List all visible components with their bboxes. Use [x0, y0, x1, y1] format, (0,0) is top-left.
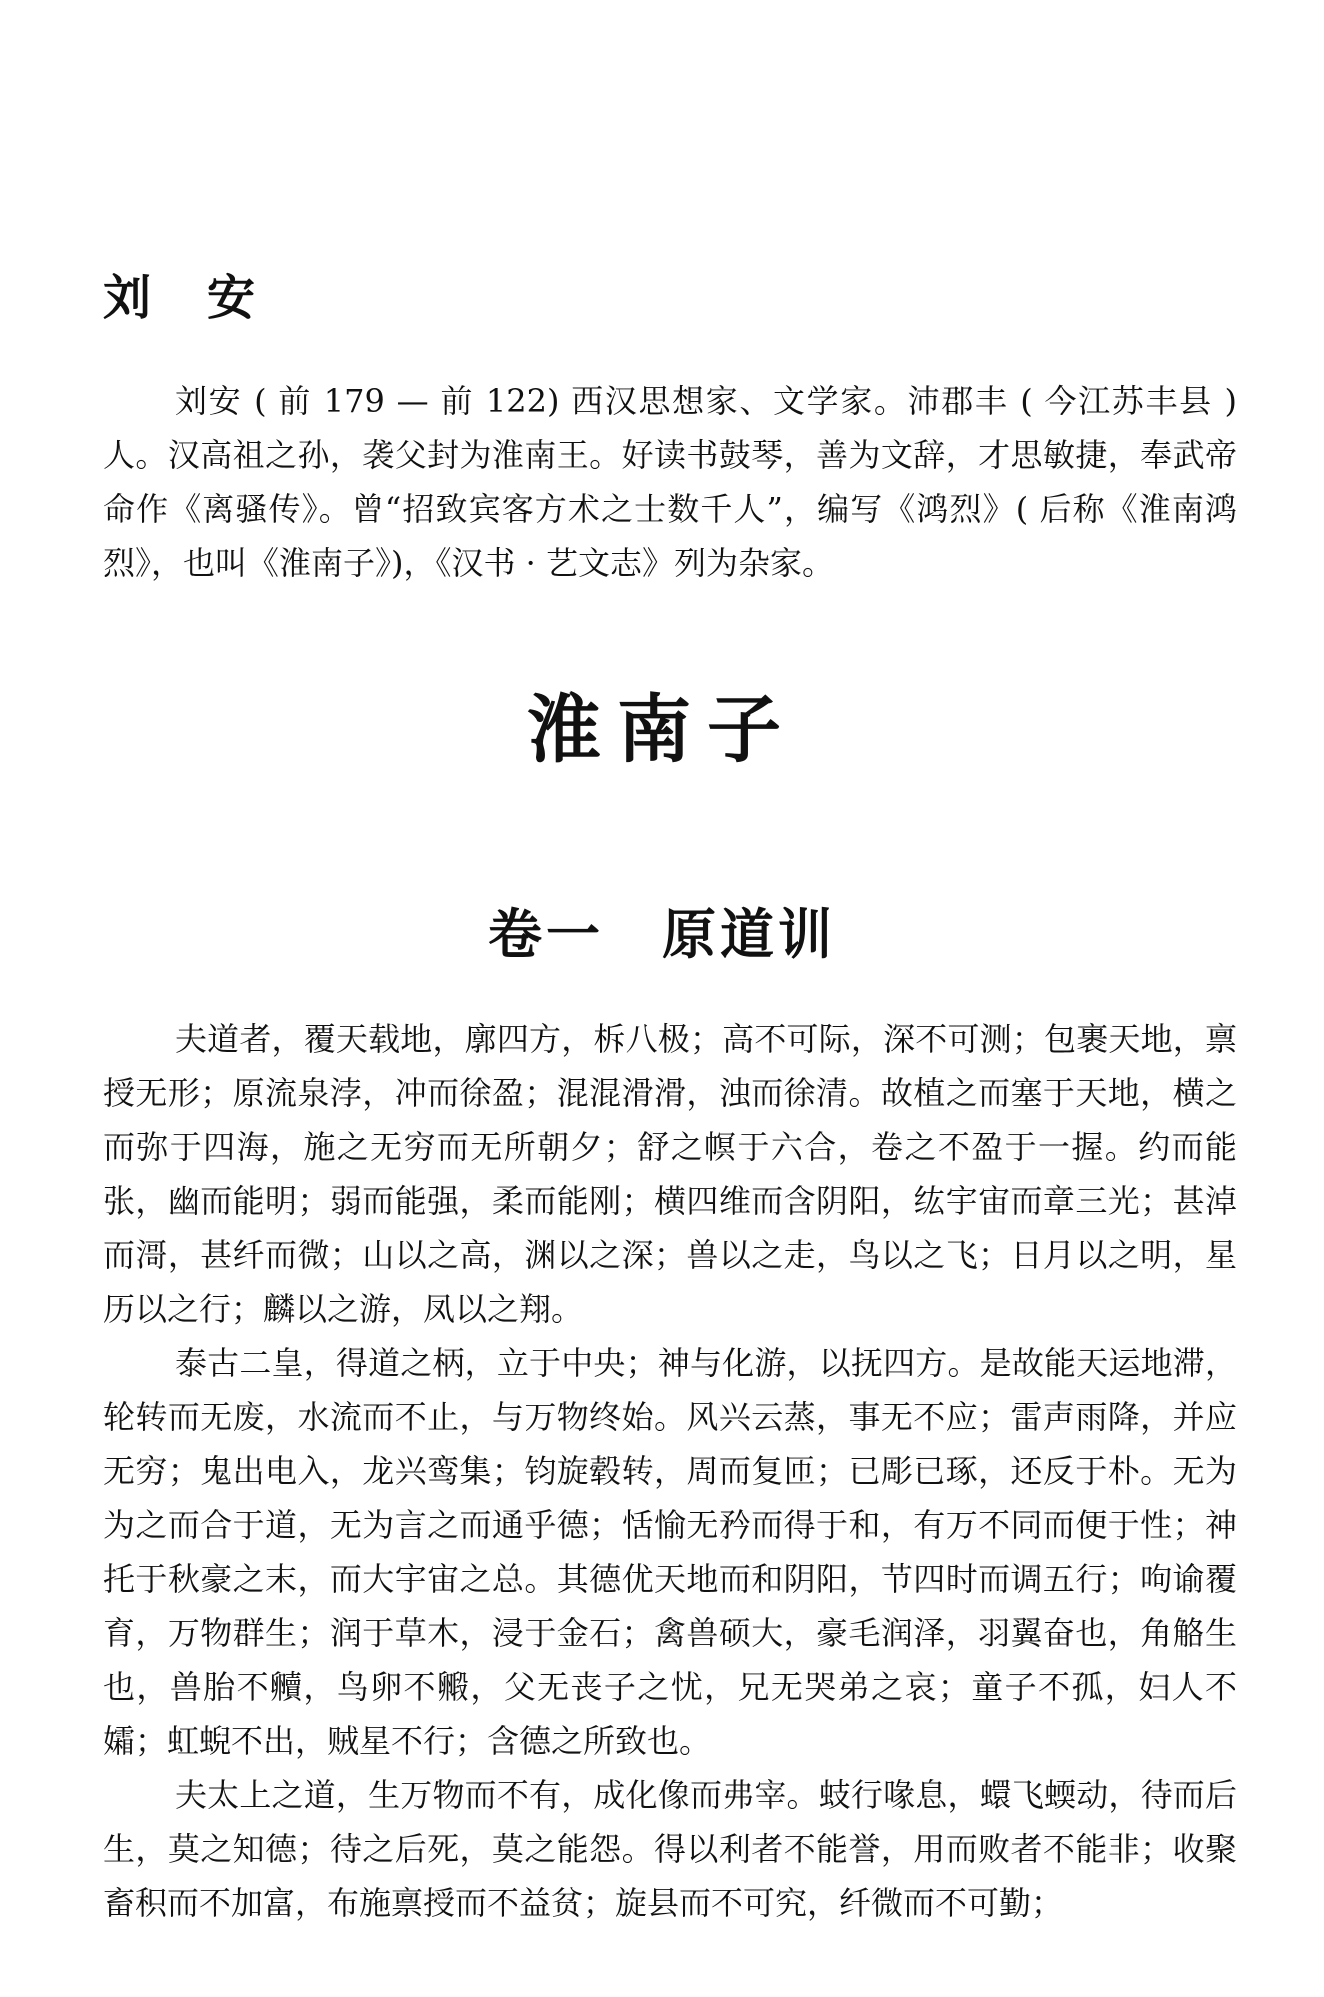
chapter-title: 卷一 原道训 [488, 903, 836, 966]
paragraph: 夫太上之道，生万物而不有，成化像而弗宰。蚑行喙息，蠉飞蝡动，待而后生，莫之知德；待之后死，莫之能怨。得以利者不能誉，用而败者不能非；收聚畜积而不加富，布施禀授而不益贫；旋县而不可究，纤微而不可勤； [103, 1776, 1237, 1922]
paragraph: 泰古二皇，得道之柄，立于中央；神与化游，以抚四方。是故能天运地滞，轮转而无废，水流而不止，与万物终始。风兴云蒸，事无不应；雷声雨降，并应无穷；鬼出电入，龙兴鸾集；钧旋毂转，周而复匝；已彫已琢，还反于朴。无为为之而合于道，无为言之而通乎德；恬愉无矜而得于和，有万不同而便于性；神托于秋豪之末，而大宇宙之总。其德优天地而和阴阳，节四时而调五行；呴谕覆育，万物群生；润于草木，浸于金石；禽兽硕大，豪毛润泽，羽翼奋也，角觡生也，兽胎不贕，鸟卵不毈，父无丧子之忧，兄无哭弟之哀；童子不孤，妇人不孀；虹蜺不出，贼星不行；含德之所致也。 [103, 1344, 1237, 1760]
author-heading: 刘安 [103, 270, 312, 326]
chapter-body [103, 1012, 1237, 1930]
author-biography: 刘安 ( 前 179 — 前 122) 西汉思想家、文学家。沛郡丰 ( 今江苏丰县 ) 人。汉高祖之孙，袭父封为淮南王。好读书鼓琴，善为文辞，才思敏捷，奉武帝命作《离骚传》。曾“招致宾客方术之士数千人”，编写《鸿烈》( 后称《淮南鸿烈》，也叫《淮南子》)，《汉书 · 艺文志》列为杂家。 [103, 382, 1237, 582]
paragraph: 夫道者，覆天载地，廓四方，柝八极；高不可际，深不可测；包裹天地，禀授无形；原流泉浡，冲而徐盈；混混滑滑，浊而徐清。故植之而塞于天地，横之而弥于四海，施之无穷而无所朝夕；舒之幎于六合，卷之不盈于一握。约而能张，幽而能明；弱而能强，柔而能刚；横四维而含阴阳，纮宇宙而章三光；甚淖而滒，甚纤而微；山以之高，渊以之深；兽以之走，鸟以之飞；日月以之明，星历以之行；麟以之游，凤以之翔。 [103, 1020, 1237, 1328]
book-title: 淮南子 [527, 687, 797, 773]
